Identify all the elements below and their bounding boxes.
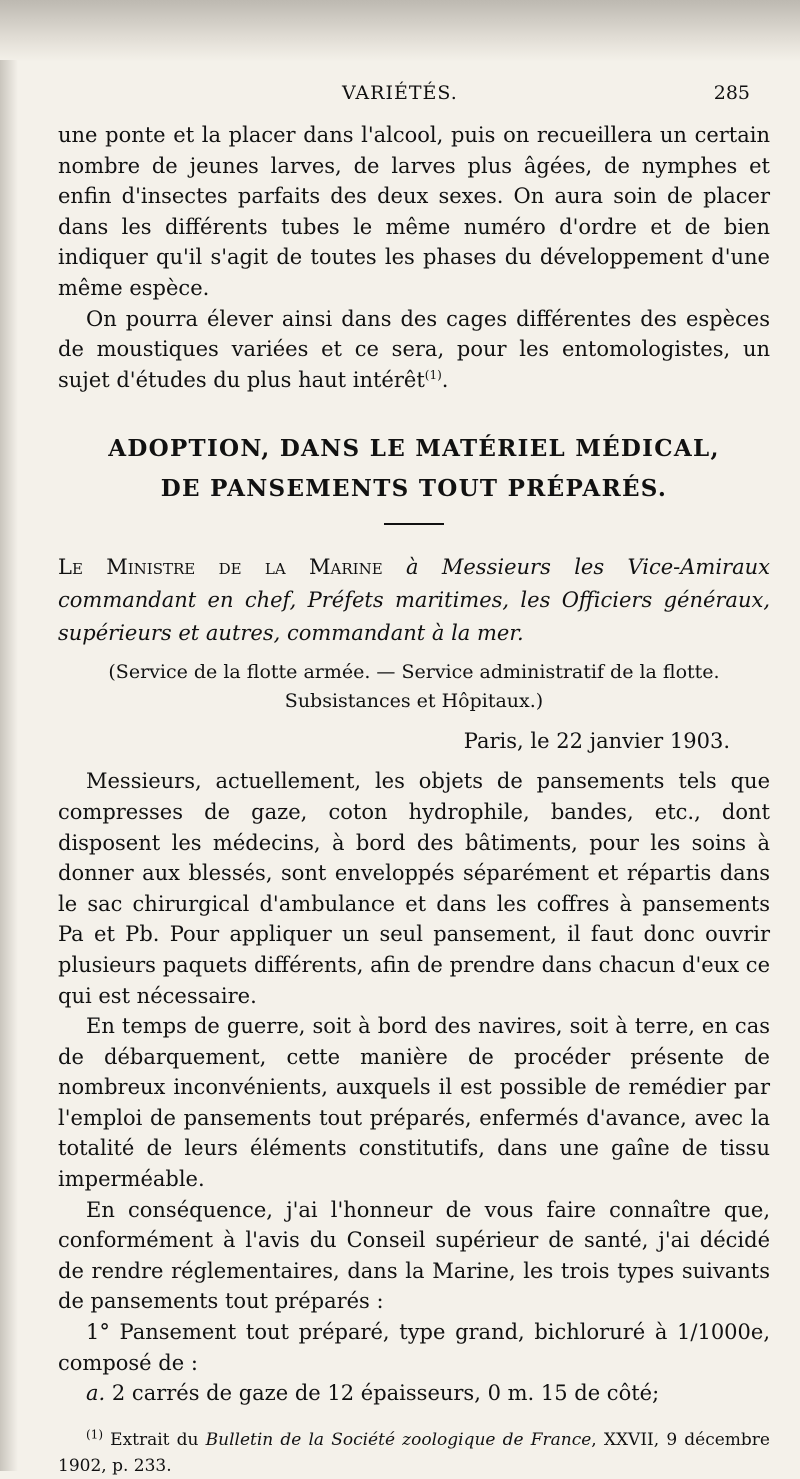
service-note-line-1: (Service de la flotte armée. — Service administratif de la flotte. [108, 661, 720, 684]
letter-paragraph-3: En conséquence, j'ai l'honneur de vous faire connaître que, conformément à l'avis du Conseil supérieur de santé, j'ai décidé de rendre réglementaires, dans la Marine, les trois types suivants de pansements tout préparés : [58, 1197, 770, 1314]
footnote-mark: (1) [86, 1427, 103, 1442]
item-label: a. [86, 1381, 106, 1406]
paragraph-mosquitoes-end: . [441, 367, 449, 392]
footnote-text-before: Extrait du [110, 1429, 199, 1450]
footnote [58, 1427, 770, 1479]
service-note [58, 658, 770, 716]
address-recipients: à Messieurs les Vice-Amiraux commandant en chef, Préfets maritimes, les Officiers généraux, supérieurs et autres, commandant à la mer. [58, 555, 770, 646]
dressing-item-a [58, 1378, 770, 1409]
service-note-line-2: Subsistances et Hôpitaux.) [284, 690, 544, 713]
footnote-source: Bulletin de la Société zoologique de France [205, 1429, 592, 1450]
section-title-line-1: ADOPTION, DANS LE MATÉRIEL MÉDICAL, [108, 435, 720, 463]
section-title-line-2: DE PANSEMENTS TOUT PRÉPARÉS. [160, 475, 668, 503]
running-head: VARIÉTÉS. [342, 82, 458, 104]
paragraph-continued: une ponte et la placer dans l'alcool, puis on recueillera un certain nombre de jeunes larves, de larves plus âgées, de nymphes et enfin d'insectes parfaits des deux sexes. On aura soin de placer dans les différents tubes le même numéro d'ordre et de bien indiquer qu'il s'agit de toutes les phases du développement d'une même espèce. [58, 123, 770, 300]
footnote-text-after: , XXVII, 9 décembre 1902, p. 233. [58, 1429, 770, 1476]
scan-top-edge [0, 0, 800, 62]
letter-paragraph-1: Messieurs, actuellement, les objets de pansements tels que compresses de gaze, coton hydrophile, bandes, etc., dont disposent les médecins, à bord des bâtiments, pour les soins à donner aux blessés, sont enveloppés séparément et répartis dans le sac chirurgical d'ambulance et dans les coffres à pansements Pa et Pb. Pour appliquer un seul pansement, il faut donc ouvrir plusieurs paquets différents, afin de prendre dans chacun d'eux ce qui est nécessaire. [58, 769, 770, 1008]
page-number: 285 [713, 82, 750, 104]
paragraph-mosquitoes [58, 304, 770, 396]
item-text: 2 carrés de gaze de 12 épaisseurs, 0 m. 15 de côté; [111, 1381, 660, 1406]
footnote-reference: (1) [424, 367, 442, 382]
page-body [58, 120, 770, 1479]
address-sender: Le Ministre de la Marine [58, 555, 383, 580]
section-title [58, 429, 770, 509]
dressing-type-1: 1° Pansement tout préparé, type grand, bichloruré à 1/1000e, composé de : [58, 1320, 770, 1375]
paragraph-mosquitoes-text: On pourra élever ainsi dans des cages différentes des espèces de moustiques variées et ce sera, pour les entomologistes, un sujet d'études du plus haut intérêt [58, 306, 770, 392]
title-rule [384, 523, 444, 525]
letter-paragraph-2: En temps de guerre, soit à bord des navires, soit à terre, en cas de débarquement, cette manière de procéder présente de nombreux inconvénients, auxquels il est possible de remédier par l'emploi de pansements tout préparés, enfermés d'avance, avec la totalité de leurs éléments constitutifs, dans une gaîne de tissu imperméable. [58, 1014, 770, 1192]
dateline: Paris, le 22 janvier 1903. [463, 729, 730, 754]
page-header [60, 82, 750, 112]
address-block [58, 551, 770, 650]
scan-left-edge [0, 60, 18, 1471]
